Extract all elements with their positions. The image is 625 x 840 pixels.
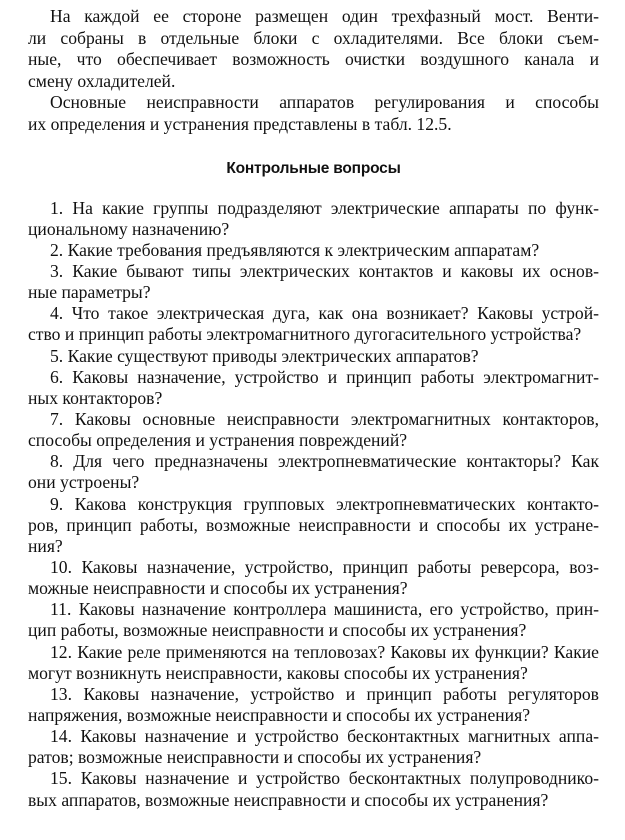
text-line: ные параметры? bbox=[28, 282, 151, 303]
text-line: 6. Каковы назначение, устройство и принцип работы электромагнит- bbox=[50, 366, 599, 387]
text-line: они устроены? bbox=[28, 472, 140, 493]
text-line: их определения и устранения представлены в табл. 12.5. bbox=[28, 113, 452, 134]
text-line: На каждой ее стороне размещен один трехфазный мост. Венти- bbox=[50, 6, 599, 26]
question-item bbox=[28, 240, 599, 261]
question-item bbox=[28, 367, 599, 409]
text-line: цип работы, возможные неисправности и способы их устранения? bbox=[28, 620, 527, 641]
text-line: ратов; возможные неисправности и способы их устранения? bbox=[28, 747, 482, 768]
question-item bbox=[28, 494, 599, 557]
text-line: циональному назначению? bbox=[28, 218, 230, 239]
text-line: напряжения, возможные неисправности и способы их устранения? bbox=[28, 704, 530, 725]
text-line: 14. Каковы назначение и устройство бесконтактных магнитных аппа- bbox=[50, 726, 599, 747]
question-item bbox=[28, 768, 599, 810]
text-line: 8. Для чего предназначены электропневматические контакторы? Как bbox=[50, 451, 599, 472]
question-item bbox=[28, 451, 599, 493]
question-item bbox=[28, 303, 599, 345]
question-item bbox=[28, 346, 599, 367]
text-line: можные неисправности и способы их устранения? bbox=[28, 578, 408, 599]
text-line: 4. Что такое электрическая дуга, как она возникает? Каковы устрой- bbox=[50, 303, 599, 324]
text-line: ров, принцип работы, возможные неисправности и способы их устране- bbox=[28, 514, 599, 535]
section-heading: Контрольные вопросы bbox=[226, 159, 401, 177]
text-line: 9. Какова конструкция групповых электропневматических контакто- bbox=[50, 493, 599, 514]
paragraph bbox=[28, 92, 599, 135]
question-item bbox=[28, 409, 599, 451]
question-item bbox=[28, 557, 599, 599]
text-line: вых аппаратов, возможные неисправности и способы их устранения? bbox=[28, 789, 549, 810]
question-item bbox=[28, 726, 599, 768]
text-line: 10. Каковы назначение, устройство, принцип работы реверсора, воз- bbox=[50, 556, 599, 577]
question-item bbox=[28, 642, 599, 684]
question-item bbox=[28, 198, 599, 240]
text-line: 3. Какие бывают типы электрических контактов и каковы их основ- bbox=[50, 260, 599, 281]
question-item bbox=[28, 599, 599, 641]
text-line: смену охладителей. bbox=[28, 70, 176, 91]
text-line: могут возникнуть неисправности, каковы способы их устранения? bbox=[28, 662, 528, 683]
text-line: 11. Каковы назначение контроллера машиниста, его устройство, прин- bbox=[50, 599, 599, 620]
paragraph bbox=[28, 6, 599, 92]
text-line: Основные неисправности аппаратов регулирования и способы bbox=[50, 92, 599, 113]
question-item bbox=[28, 684, 599, 726]
question-item bbox=[28, 261, 599, 303]
text-line: 2. Какие требования предъявляются к электрическим аппаратам? bbox=[50, 239, 540, 260]
text-line: ния? bbox=[28, 535, 63, 556]
text-line: ли собраны в отдельные блоки с охладителями. Все блоки съем- bbox=[28, 27, 599, 48]
intro-text bbox=[28, 6, 599, 136]
text-line: ных контакторов? bbox=[28, 387, 163, 408]
text-line: ство и принцип работы электромагнитного дугогасительного устройства? bbox=[28, 324, 582, 345]
text-line: 7. Каковы основные неисправности электромагнитных контакторов, bbox=[50, 408, 599, 429]
text-line: 5. Какие существуют приводы электрических аппаратов? bbox=[50, 345, 479, 366]
text-line: 1. На какие группы подразделяют электрические аппараты по функ- bbox=[50, 197, 599, 218]
text-line: 13. Каковы назначение, устройство и принцип работы регуляторов bbox=[50, 683, 599, 704]
text-line: 12. Какие реле применяются на тепловозах? Каковы их функции? Какие bbox=[50, 641, 599, 662]
text-line: ные, что обеспечивает возможность очистки воздушного канала и bbox=[28, 49, 599, 70]
questions-list bbox=[28, 198, 599, 811]
document-page bbox=[28, 6, 599, 811]
text-line: 15. Каковы назначение и устройство бесконтактных полупроводнико- bbox=[50, 768, 599, 789]
text-line: способы определения и устранения повреждений? bbox=[28, 430, 408, 451]
